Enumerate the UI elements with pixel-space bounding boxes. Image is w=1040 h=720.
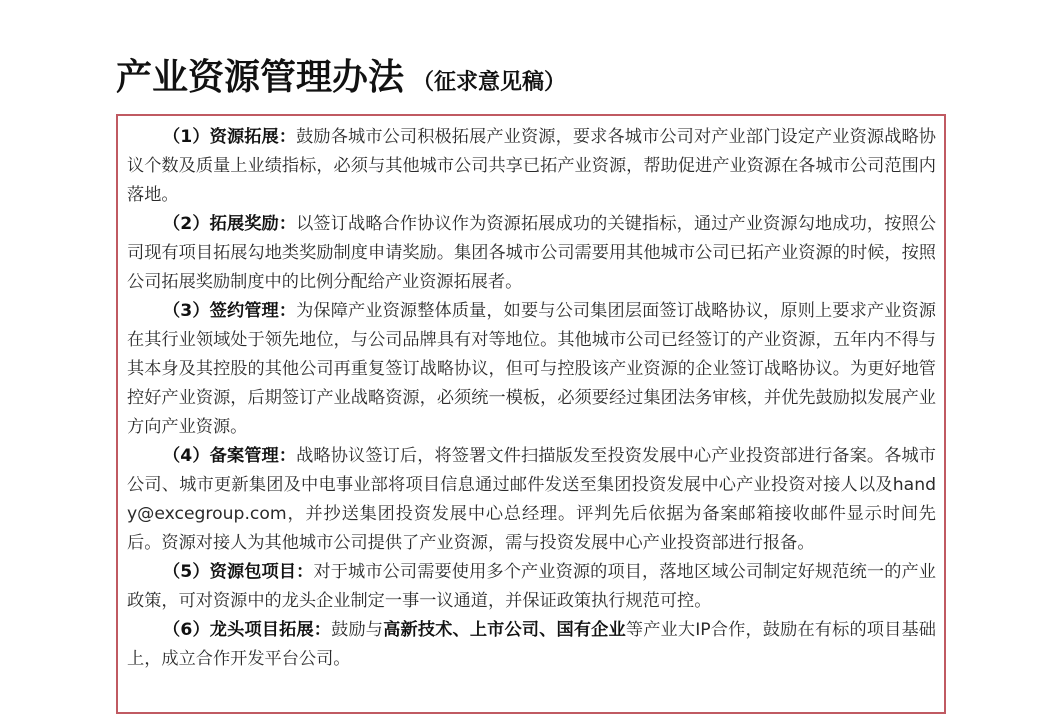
section-resource-package (127, 558, 936, 616)
section-label: （5）资源包项目 (163, 562, 297, 582)
section-leading-projects (127, 616, 936, 674)
section-label: （1）资源拓展 (163, 127, 279, 147)
section-text-before: 鼓励与 (331, 620, 384, 640)
title-main: 产业资源管理办法 (116, 57, 405, 98)
section-signing-management (127, 297, 936, 442)
section-label: （3）签约管理 (163, 301, 279, 321)
section-separator: ： (278, 214, 297, 234)
section-separator: ： (278, 446, 297, 466)
section-text: 为保障产业资源整体质量，如要与公司集团层面签订战略协议，原则上要求产业资源在其行业领域处于领先地位，与公司品牌具有对等地位。其他城市公司已经签订的产业资源，五年内不得与其本身及其控股的其他公司再重复签订战略协议，但可与控股该产业资源的企业签订战略协议。为更好地管控好产业资源，后期签订产业战略资源，必须统一模板，必须要经过集团法务审核，并优先鼓励拟发展产业方向产业资源。 (127, 301, 936, 437)
section-label: （4）备案管理 (163, 446, 279, 466)
section-filing-management (127, 442, 936, 558)
policy-content-box (116, 114, 946, 714)
section-emphasis: 高新技术、上市公司、国有企业 (383, 620, 626, 640)
section-text: 战略协议签订后，将签署文件扫描版发至投资发展中心产业投资部进行备案。各城市公司、城市更新集团及中电事业部将项目信息通过邮件发送至集团投资发展中心产业投资对接人以及handy@excegroup.com，并抄送集团投资发展中心总经理。评判先后依据为备案邮箱接收邮件显示时间先后。资源对接人为其他城市公司提供了产业资源，需与投资发展中心产业投资部进行报备。 (127, 446, 936, 553)
section-label: （6）龙头项目拓展 (163, 620, 314, 640)
section-label: （2）拓展奖励 (163, 214, 279, 234)
section-text: 鼓励各城市公司积极拓展产业资源，要求各城市公司对产业部门设定产业资源战略协议个数及质量上业绩指标，必须与其他城市公司共享已拓产业资源，帮助促进产业资源在各城市公司范围内落地。 (127, 127, 936, 205)
section-separator: ： (296, 562, 314, 582)
section-separator: ： (313, 620, 332, 640)
section-resource-expansion (127, 123, 936, 210)
section-text: 以签订战略合作协议作为资源拓展成功的关键指标，通过产业资源勾地成功，按照公司现有项目拓展勾地类奖励制度申请奖励。集团各城市公司需要用其他城市公司已拓产业资源的时候，按照公司拓展奖励制度中的比例分配给产业资源拓展者。 (127, 214, 936, 292)
title-subtitle: （征求意见稿） (412, 70, 567, 95)
section-separator: ： (278, 127, 297, 147)
section-text-after: 等产业大IP合作，鼓励在有标的项目基础上，成立合作开发平台公司。 (127, 620, 936, 669)
section-text: 对于城市公司需要使用多个产业资源的项目，落地区域公司制定好规范统一的产业政策，可对资源中的龙头企业制定一事一议通道，并保证政策执行规范可控。 (127, 562, 936, 611)
section-separator: ： (278, 301, 297, 321)
section-expansion-rewards (127, 210, 936, 297)
document-title (116, 54, 566, 107)
